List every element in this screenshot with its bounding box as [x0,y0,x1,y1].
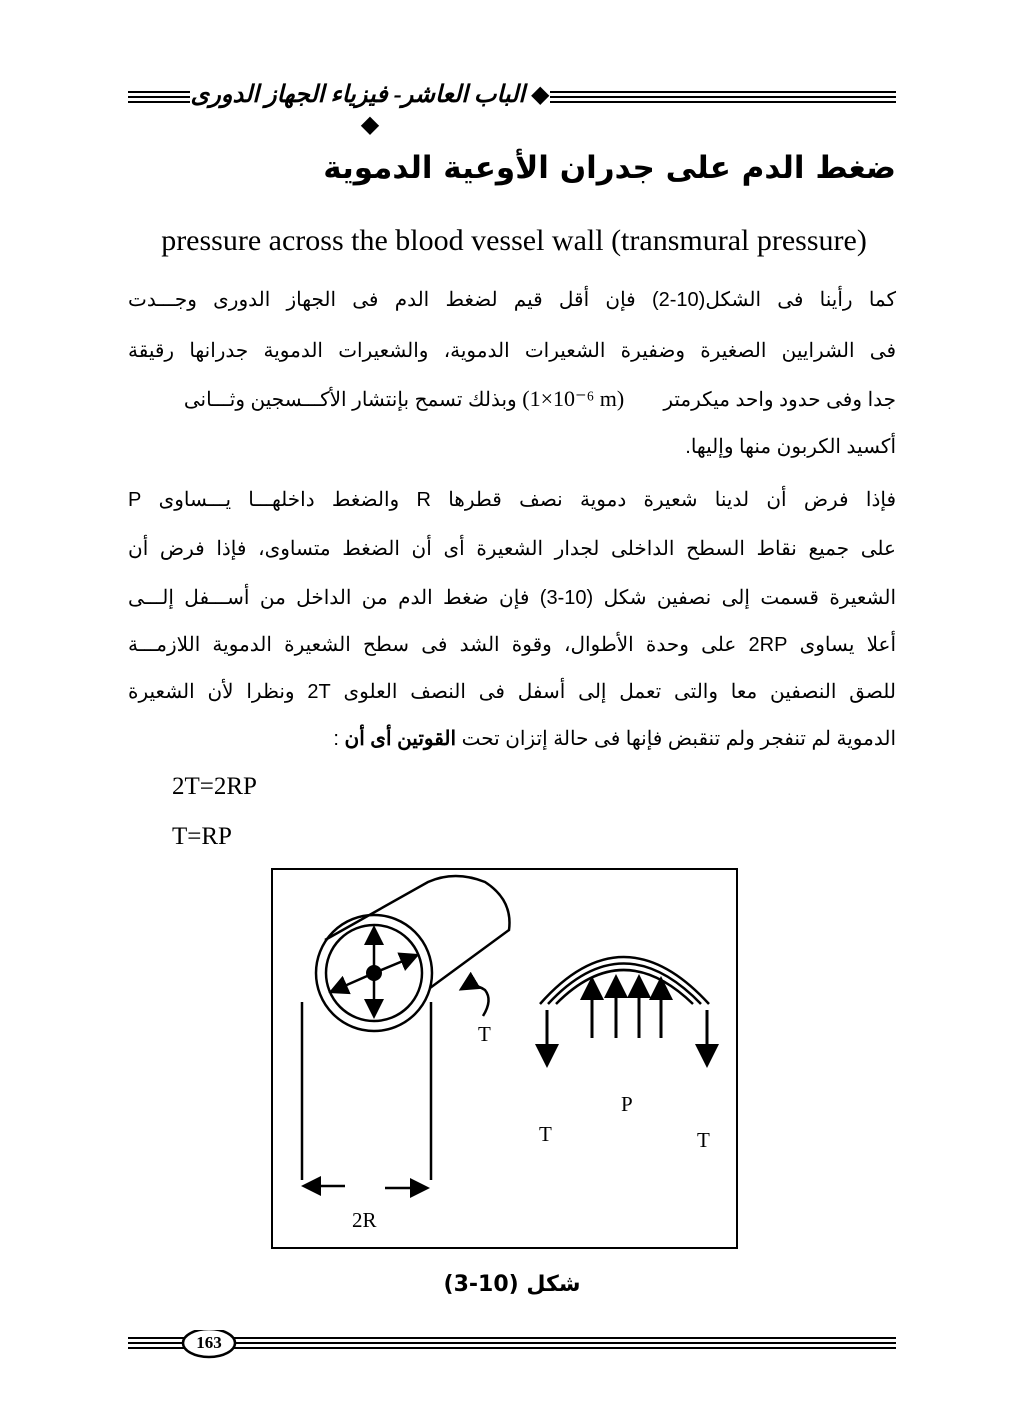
paragraph2-line4: أعلا يساوى 2RP على وحدة الأطوال، وقوة الشد فى سطح الشعيرة الدموية اللازمـــة [128,634,896,656]
equation-1: 2T=2RP [172,773,257,800]
equation-2: T=RP [172,823,232,850]
paragraph2-line6-bold: القوتين أى أن [344,728,456,750]
paragraph1-line2: فى الشرايين الصغيرة وضفيرة الشعيرات الدموية، والشعيرات الدموية جدرانها رقيقة [128,340,896,362]
paragraph1-line3 [128,384,896,415]
diamond-icon: ◆ [360,112,380,138]
paragraph2-line5: للصق النصفين معا والتى تعمل إلى أسفل فى النصف العلوى 2T ونظرا لأن الشعيرة [128,681,896,703]
diamond-icon: ◆ [525,82,550,108]
figure-box [271,868,738,1249]
paragraph2-line6-end: : [333,728,339,750]
paragraph2-line6 [256,724,896,754]
paragraph1-line4: أكسيد الكربون منها وإليها. [685,436,896,458]
scientific-formula: (1×10⁻⁶ m) [522,386,625,411]
label-2r: 2R [352,1208,377,1232]
figure-caption: شكل (10-3) [443,1272,581,1297]
paragraph2-line6-start: الدموية لم تنفجر ولم تنقبض فإنها فى حالة إتزان تحت [461,728,896,750]
section-title-arabic: ضغط الدم على جدران الأوعية الدموية [323,150,896,186]
paragraph2-line2: على جميع نقاط السطح الداخلى لجدار الشعيرة أى أن الضغط متساوى، فإذا فرض أن [128,538,896,560]
paragraph1-line3-end: وبذلك تسمح بإنتشار الأكـــسجين وثـــانى [183,389,517,411]
label-t-cylinder: T [478,1022,491,1046]
paragraph1-line3-text: جدا وفى حدود واحد ميكرمتر [663,389,896,411]
paragraph2-line1: فإذا فرض أن لدينا شعيرة دموية نصف قطرها R والضغط داخلهـــا يـــساوى P [128,489,896,511]
label-p: P [621,1092,633,1116]
capillary-diagram [273,870,736,1247]
header-title: ◆ الباب العاشر- فيزياء الجهاز الدورى ◆ [190,82,550,138]
paragraph1-line1: كما رأينا فى الشكل(10-2) فإن أقل قيم لضغط الدم فى الجهاز الدورى وجـــدت [128,289,896,311]
section-title-english: pressure across the blood vessel wall (transmural pressure) [161,224,867,257]
label-t-right: T [697,1128,710,1152]
label-t-left: T [539,1122,552,1146]
page-number: 163 [196,1333,222,1352]
footer-rule [128,1330,896,1360]
paragraph2-line3: الشعيرة قسمت إلى نصفين شكل (10-3) فإن ضغط الدم من الداخل من أســـفل إلـــى [128,587,897,609]
